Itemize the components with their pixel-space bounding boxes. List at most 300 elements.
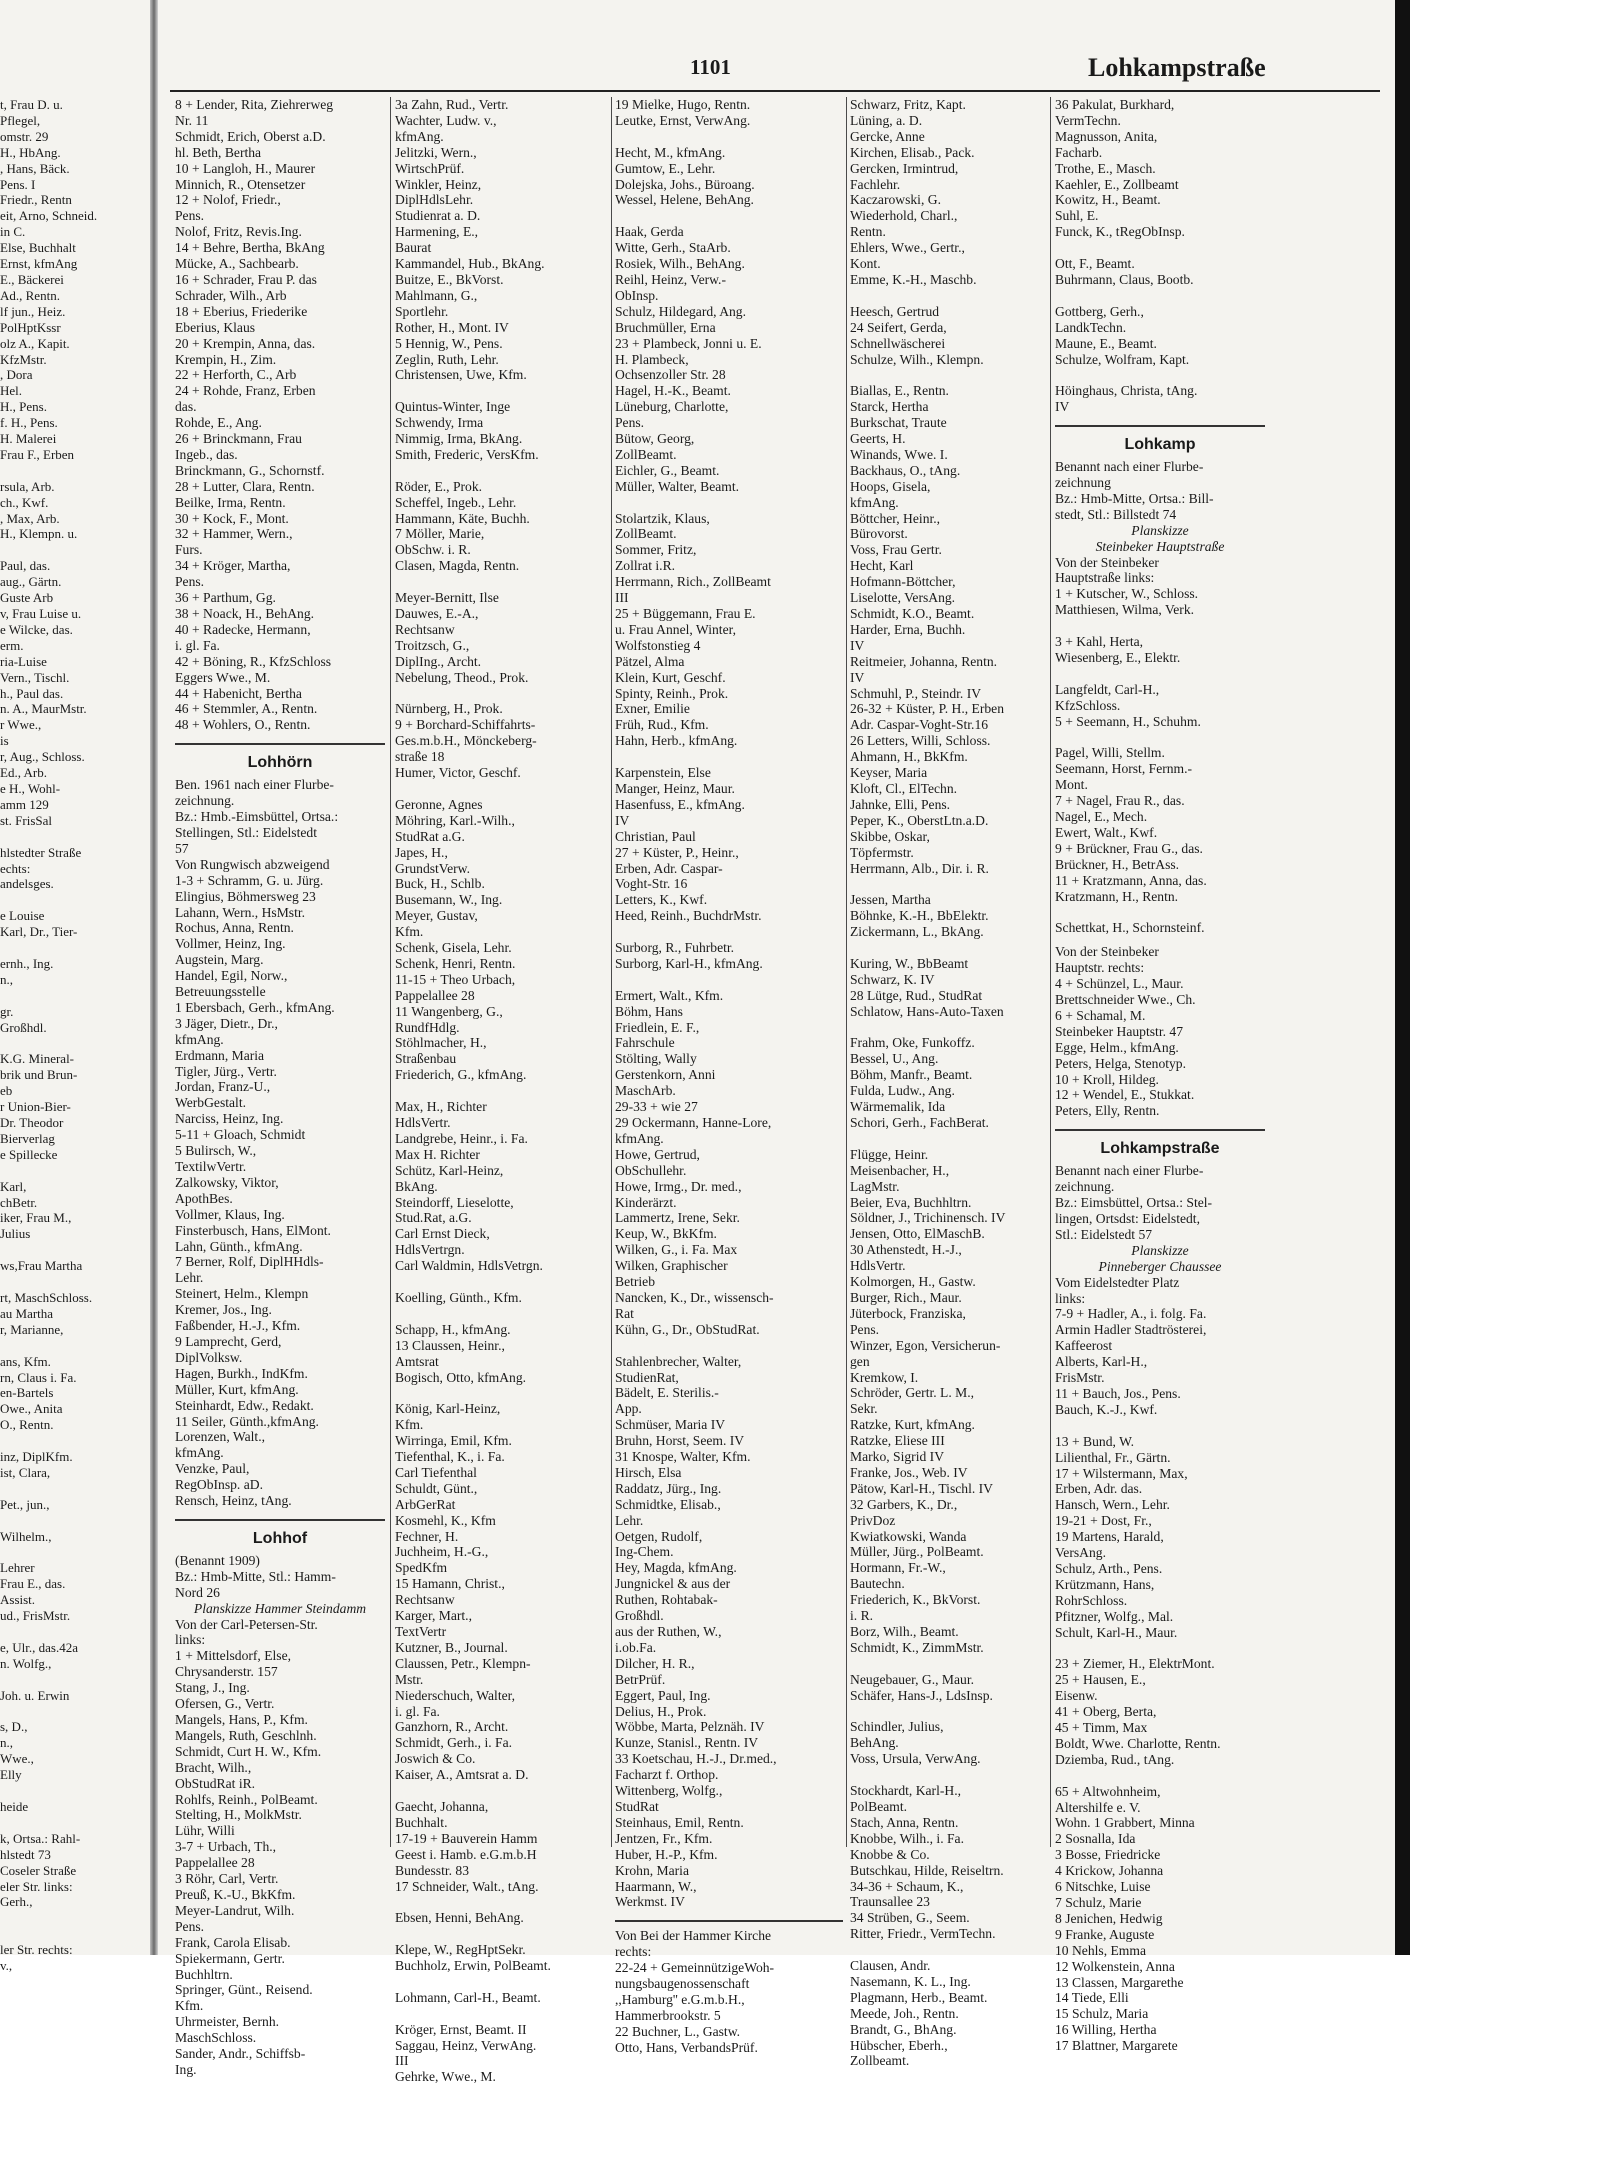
directory-entry-line: 33 Koetschau, H.-J., Dr.med., [615, 1751, 777, 1767]
directory-entry-line: Ebsen, Henni, BehAng. [395, 1910, 524, 1926]
directory-entry-line: 17-19 + Bauverein Hamm [395, 1830, 538, 1846]
section-rule [175, 733, 385, 745]
directory-entry-line: Hübscher, Eberh., [850, 2037, 948, 2053]
directory-entry-line: rn, Claus i. Fa. [0, 1369, 77, 1385]
directory-entry-line: 23 + Plambeck, Jonni u. E. [615, 335, 762, 351]
directory-entry-line: Carl Waldmin, HdlsVetrgn. [395, 1258, 543, 1274]
directory-entry-line: Krohn, Maria [615, 1862, 689, 1878]
directory-entry-line: Eggert, Paul, Ing. [615, 1687, 711, 1703]
directory-entry-line: Otto, Hans, VerbandsPrüf. [615, 2039, 758, 2055]
directory-entry-line: Skibbe, Oskar, [850, 828, 930, 844]
directory-entry-line: Reihl, Heinz, Verw.- [615, 271, 726, 287]
directory-entry-line: Nr. 11 [175, 112, 209, 128]
directory-entry-line: 11 + Bauch, Jos., Pens. [1055, 1385, 1181, 1401]
directory-entry-line: Zickermann, L., BkAng. [850, 924, 984, 940]
directory-entry-line: PolBeamt. [850, 1798, 908, 1814]
directory-entry-line: Chrysanderstr. 157 [175, 1664, 278, 1680]
directory-entry-line: Meyer, Gustav, [395, 908, 478, 924]
directory-entry-line: Nürnberg, H., Prok. [395, 701, 503, 717]
blank-line [0, 1624, 148, 1640]
directory-entry-line: Max H. Richter [395, 1146, 480, 1162]
directory-entry-line: r, Aug., Schloss. [0, 749, 85, 765]
directory-entry-line: Ingeb., das. [175, 446, 238, 462]
directory-entry-line: Amtsrat [395, 1353, 439, 1369]
directory-entry-line: Pet., jun., [0, 1496, 50, 1512]
directory-entry-line: O., Rentn. [0, 1417, 54, 1433]
directory-entry-line: Bz.: Hmb.-Eimsbüttel, Ortsa.: [175, 809, 339, 825]
directory-entry-line: i. gl. Fa. [175, 637, 220, 653]
blank-line [615, 1338, 843, 1354]
directory-entry-line: Schmüser, Maria IV [615, 1417, 726, 1433]
directory-entry-line: Gottberg, Gerh., [1055, 303, 1144, 319]
directory-column-5 [1055, 97, 1265, 2054]
directory-entry-line: Tigler, Jürg., Vertr. [175, 1063, 277, 1079]
directory-entry-line: Dolejska, Johs., Büroang. [615, 176, 755, 192]
directory-entry-line: HdlsVertrgn. [395, 1242, 465, 1258]
directory-entry-line: Schwarz, Fritz, Kapt. [850, 97, 966, 112]
directory-entry-line: Bädelt, E. Sterilis.- [615, 1385, 719, 1401]
blank-line [615, 749, 843, 765]
directory-entry-line: Carl Ernst Dieck, [395, 1226, 490, 1242]
blank-line [615, 924, 843, 940]
directory-entry-line: 1 + Kutscher, W., Schloss. [1055, 586, 1199, 602]
directory-entry-line: Pätzel, Alma [615, 653, 685, 669]
directory-entry-line: Gercke, Anne [850, 128, 925, 144]
directory-entry-line: 11 Wangenberg, G., [395, 1003, 503, 1019]
directory-entry-line: Trothe, E., Masch. [1055, 160, 1156, 176]
directory-entry-line: hlstedt 73 [0, 1846, 51, 1862]
running-head-street: Lohkampstraße [1088, 53, 1266, 82]
directory-entry-line: Kloft, Cl., ElTechn. [850, 780, 958, 796]
directory-entry-line: Stellingen, Stl.: Eidelstedt [175, 824, 317, 840]
directory-entry-line: Knobbe, Wilh., i. Fa. [850, 1830, 964, 1846]
directory-entry-line: Pappelallee 28 [175, 1855, 255, 1871]
directory-entry-line: Meyer-Bernitt, Ilse [395, 590, 499, 606]
blank-line [0, 1433, 148, 1449]
directory-entry-line: 24 + Rohde, Franz, Erben [175, 383, 316, 399]
directory-entry-line: 1 + Mittelsdorf, Else, [175, 1648, 292, 1664]
directory-entry-line: Kühn, G., Dr., ObStudRat. [615, 1321, 760, 1337]
directory-entry-line: Gerh., [0, 1894, 33, 1910]
directory-entry-line: Erben, Adr. das. [1055, 1481, 1143, 1497]
directory-entry-line: Hammann, Käte, Buchh. [395, 510, 530, 526]
map-reference: Planskizze [1131, 1242, 1189, 1258]
blank-line [395, 383, 610, 399]
column-divider [390, 97, 391, 1847]
directory-entry-line: RegObInsp. aD. [175, 1477, 263, 1493]
directory-entry-line: Lehr. [175, 1270, 204, 1286]
directory-entry-line: Flügge, Heinr. [850, 1146, 929, 1162]
directory-entry-line: Klein, Kurt, Geschf. [615, 669, 726, 685]
directory-entry-line: H., Pens. [0, 399, 47, 415]
directory-entry-line: (Benannt 1909) [175, 1552, 260, 1568]
directory-entry-line: Frau F., Erben [0, 446, 75, 462]
directory-entry-line: Frahm, Oke, Funkoffz. [850, 1035, 975, 1051]
directory-entry-line: 30 Athenstedt, H.-J., [850, 1242, 962, 1258]
directory-entry-line: Hormann, Fr.-W., [850, 1560, 946, 1576]
directory-entry-line: Jensen, Otto, ElMaschB. [850, 1226, 985, 1242]
directory-entry-line: echts: [0, 860, 31, 876]
directory-entry-line: DiplIng., Archt. [395, 653, 482, 669]
blank-line [395, 686, 610, 702]
directory-entry-line: Clausen, Andr. [850, 1958, 931, 1974]
directory-entry-line: 3-7 + Urbach, Th., [175, 1839, 277, 1855]
directory-entry-line: is [0, 733, 9, 749]
directory-entry-line: Karl, [0, 1178, 27, 1194]
directory-entry-line: Buitze, E., BkVorst. [395, 271, 504, 287]
directory-entry-line: Beier, Eva, Buchhltrn. [850, 1194, 972, 1210]
directory-entry-line: Kammandel, Hub., BkAng. [395, 256, 545, 272]
directory-entry-line: Pfitzner, Wolfg., Mal. [1055, 1608, 1174, 1624]
directory-entry-line: Kfm. [395, 1417, 424, 1433]
directory-entry-line: Facharzt f. Orthop. [615, 1767, 719, 1783]
blank-line [0, 829, 148, 845]
directory-entry-line: Sommer, Fritz, [615, 542, 697, 558]
blank-line [850, 1131, 1065, 1147]
directory-entry-line: Bierverlag [0, 1130, 55, 1146]
street-heading: Lohhof [252, 1529, 308, 1547]
directory-entry-line: Liselotte, VersAng. [850, 590, 956, 606]
directory-entry-line: Rohde, E., Ang. [175, 415, 262, 431]
directory-entry-line: stedt, Stl.: Billstedt 74 [1055, 506, 1177, 522]
directory-entry-line: Mangels, Ruth, Geschlnh. [175, 1727, 317, 1743]
directory-entry-line: Schrader, Wilh., Arb [175, 287, 287, 303]
directory-entry-line: 29 Ockermann, Hanne-Lore, [615, 1115, 772, 1130]
directory-entry-line: TextVertr [395, 1624, 447, 1639]
directory-entry-line: Knobbe & Co. [850, 1846, 930, 1862]
directory-entry-line: 3 Jäger, Dietr., Dr., [175, 1015, 278, 1031]
directory-entry-line: Schnellwäscherei [850, 335, 946, 351]
directory-entry-line: Lehr. [615, 1512, 644, 1528]
directory-entry-line: HdlsVertr. [395, 1115, 451, 1130]
directory-entry-line: Benannt nach einer Flurbe- [1055, 459, 1204, 475]
blank-line [850, 367, 1065, 383]
directory-entry-line: K.G. Mineral- [0, 1051, 75, 1067]
directory-entry-line: Peters, Helga, Stenotyp. [1055, 1055, 1187, 1071]
directory-entry-line: Ochsenzoller Str. 28 [615, 367, 726, 383]
scan-border [1395, 0, 1410, 1955]
directory-entry-line: MaschSchloss. [175, 2030, 257, 2046]
directory-entry-line: Bogisch, Otto, kfmAng. [395, 1369, 527, 1385]
directory-entry-line: Buchhltrn. [175, 1966, 233, 1982]
directory-entry-line: Rechtsanw [395, 621, 455, 637]
directory-entry-line: kfmAng. [850, 494, 899, 510]
directory-entry-line: Dilcher, H. R., [615, 1655, 695, 1671]
directory-entry-line: ObStudRat iR. [175, 1775, 256, 1791]
directory-entry-line: 4 Krickow, Johanna [1055, 1863, 1164, 1879]
directory-entry-line: 15 Hamann, Christ., [395, 1576, 505, 1592]
directory-entry-line: 26 + Brinckmann, Frau [175, 431, 302, 447]
directory-entry-line: Troitzsch, G., [395, 637, 470, 653]
directory-entry-line: Schulz, Arth., Pens. [1055, 1560, 1163, 1576]
blank-line [0, 988, 148, 1004]
directory-entry-line: Müller, Kurt, kfmAng. [175, 1381, 299, 1397]
directory-entry-line: amm 129 [0, 796, 49, 812]
directory-entry-line: Witte, Gerh., StaArb. [615, 240, 731, 256]
directory-entry-line: Burger, Rich., Maur. [850, 1289, 962, 1305]
directory-entry-line: Pens. I [0, 176, 36, 192]
directory-entry-line: Uhrmeister, Bernh. [175, 2014, 280, 2030]
directory-entry-line: Frau E., das. [0, 1576, 66, 1592]
directory-entry-line: Betrieb [615, 1274, 656, 1290]
directory-entry-line: inz, DiplKfm. [0, 1449, 73, 1465]
directory-entry-line: Wärmemalik, Ida [850, 1099, 946, 1115]
directory-entry-line: 9 + Borchard-Schiffahrts- [395, 717, 536, 733]
directory-entry-line: e Wilcke, das. [0, 621, 73, 637]
directory-entry-line: 7-9 + Hadler, A., i. folg. Fa. [1055, 1306, 1207, 1322]
directory-entry-line: 46 + Stemmler, A., Rentn. [175, 701, 318, 717]
directory-entry-line: VersAng. [1055, 1545, 1106, 1561]
directory-entry-line: Busemann, W., Ing. [395, 892, 503, 908]
directory-entry-line: i.ob.Fa. [615, 1639, 657, 1655]
directory-entry-line: in C. [0, 224, 26, 240]
directory-entry-line: Pens. [850, 1321, 880, 1337]
directory-entry-line: Straßenbau [395, 1051, 457, 1067]
blank-line [1055, 1418, 1265, 1434]
directory-entry-line: Buck, H., Schlb. [395, 876, 485, 892]
directory-entry-line: 34 + Kröger, Martha, [175, 558, 291, 574]
directory-entry-line: 57 [175, 840, 189, 856]
directory-entry-line: zeichnung. [1055, 1179, 1115, 1195]
directory-entry-line: Ing-Chem. [615, 1544, 674, 1560]
directory-entry-line: 9 Lamprecht, Gerd, [175, 1333, 282, 1349]
directory-entry-line: Ad., Rentn. [0, 287, 60, 303]
directory-entry-line: Buhrmann, Claus, Bootb. [1055, 271, 1194, 287]
directory-entry-line: Marko, Sigrid IV [850, 1449, 945, 1465]
directory-entry-line: HdlsVertr. [850, 1258, 906, 1274]
directory-entry-line: Benannt nach einer Flurbe- [1055, 1163, 1204, 1179]
directory-entry-line: ArbGerRat [395, 1496, 456, 1512]
directory-entry-line: n., [0, 1735, 13, 1751]
directory-entry-line: Lühr, Willi [175, 1823, 235, 1839]
directory-entry-line: 65 + Altwohnheim, [1055, 1783, 1161, 1799]
directory-entry-line: Gaecht, Johanna, [395, 1798, 489, 1814]
directory-entry-line: Nagel, E., Mech. [1055, 809, 1148, 825]
directory-entry-line: ObSchullehr. [615, 1162, 687, 1178]
directory-entry-line: Bütow, Georg, [615, 431, 695, 447]
directory-entry-line: Lilienthal, Fr., Gärtn. [1055, 1449, 1171, 1465]
directory-entry-line: st. FrisSal [0, 812, 53, 828]
directory-entry-line: Ewert, Walt., Kwf. [1055, 824, 1158, 840]
directory-entry-line: lingen, Ortsdst: Eidelstedt, [1055, 1211, 1200, 1226]
directory-entry-line: brik und Brun- [0, 1067, 78, 1083]
directory-entry-line: Koelling, Günth., Kfm. [395, 1289, 522, 1305]
directory-entry-line: Hofmann-Böttcher, [850, 574, 956, 590]
directory-entry-line: Alberts, Karl-H., [1055, 1354, 1148, 1370]
directory-entry-line: Delius, H., Prok. [615, 1703, 707, 1719]
directory-entry-line: 12 + Wendel, E., Stukkat. [1055, 1087, 1195, 1103]
directory-entry-line: RohrSchloss. [1055, 1592, 1128, 1608]
directory-entry-line: 38 + Noack, H., BehAng. [175, 606, 315, 621]
directory-entry-line: Humer, Victor, Geschf. [395, 765, 521, 781]
directory-entry-line: Gercken, Irmintrud, [850, 160, 959, 176]
blank-line [615, 129, 843, 145]
header-rule [170, 90, 1380, 92]
directory-entry-line: 22-24 + GemeinnützigeWoh- [615, 1960, 775, 1976]
directory-entry-line: gen [850, 1353, 870, 1369]
directory-entry-line: ObInsp. [615, 287, 659, 303]
map-reference: Pinneberger Chaussee [1098, 1258, 1222, 1274]
directory-entry-line: 8 Jenichen, Hedwig [1055, 1910, 1163, 1926]
directory-entry-line: 14 + Behre, Bertha, BkAng [175, 240, 325, 256]
section-rule [615, 1910, 843, 1922]
directory-entry-line: KfzMstr. [0, 351, 47, 367]
directory-entry-line: Finsterbusch, Hans, ElMont. [175, 1222, 331, 1238]
directory-entry-line: Bracht, Wilh., [175, 1759, 252, 1775]
directory-entry-line: ZollBeamt. [615, 446, 677, 462]
blank-line [395, 1894, 610, 1910]
directory-entry-line: Schettkat, H., Schornsteinf. [1055, 920, 1205, 936]
directory-entry-line: Backhaus, O., tAng. [850, 462, 961, 478]
blank-line [1055, 1640, 1265, 1656]
directory-entry-line: hl. Beth, Bertha [175, 144, 262, 160]
directory-entry-line: 4 + Schünzel, L., Maur. [1055, 976, 1184, 992]
blank-line [850, 288, 1065, 304]
directory-entry-line: IV [615, 812, 630, 828]
directory-entry-line: Schulze, Wilh., Klempn. [850, 351, 984, 367]
directory-entry-line: Tiefenthal, K., i. Fa. [395, 1449, 505, 1465]
directory-entry-line: Ofersen, G., Vertr. [175, 1696, 275, 1712]
directory-entry-line: Schmidt, Gerh., i. Fa. [395, 1735, 513, 1751]
directory-entry-line: Hecht, M., kfmAng. [615, 144, 726, 160]
directory-entry-line: gr. [0, 1003, 14, 1019]
directory-entry-line: Owe., Anita [0, 1401, 63, 1417]
directory-entry-line: Heed, Reinh., BuchdrMstr. [615, 908, 762, 924]
directory-entry-line: Facharb. [1055, 144, 1103, 160]
directory-entry-line: 11 + Kratzmann, Anna, das. [1055, 872, 1207, 888]
directory-entry-line: 36 + Parthum, Gg. [175, 590, 276, 606]
street-heading: Lohkamp [1124, 436, 1196, 454]
directory-entry-line: Spiekermann, Gertr. [175, 1950, 285, 1966]
directory-entry-line: Mstr. [395, 1671, 424, 1687]
directory-entry-line: Pens. [175, 208, 205, 224]
directory-entry-line: 7 Möller, Marie, [395, 526, 485, 542]
directory-entry-line: 45 + Timm, Max [1055, 1720, 1148, 1735]
directory-entry-line: Egge, Helm., kfmAng. [1055, 1039, 1179, 1055]
directory-entry-line: Jordan, Franz-U., [175, 1079, 271, 1095]
blank-line [615, 972, 843, 988]
directory-entry-line: Röder, E., Prok. [395, 478, 483, 494]
directory-entry-line: Kuring, W., BbBeamt [850, 955, 969, 971]
directory-entry-line: Ratzke, Eliese III [850, 1433, 945, 1449]
directory-entry-line: Von der Carl-Petersen-Str. [175, 1616, 318, 1632]
directory-entry-line: Springer, Günt., Reisend. [175, 1982, 313, 1998]
directory-entry-line: Pens. [615, 415, 645, 431]
directory-entry-line: E., Bäckerei [0, 271, 64, 287]
section-rule [1055, 415, 1265, 427]
directory-entry-line: Zalkowsky, Viktor, [175, 1174, 279, 1190]
directory-entry-line: IV [850, 669, 865, 685]
directory-entry-line: Hansch, Wern., Lehr. [1055, 1497, 1170, 1513]
directory-entry-line: Bauch, K.-J., Kwf. [1055, 1401, 1158, 1417]
blank-line [0, 892, 148, 908]
directory-entry-line: Juchheim, H.-G., [395, 1544, 489, 1560]
directory-entry-line: H. Plambeck, [615, 351, 689, 367]
directory-entry-line: Haak, Gerda [615, 224, 684, 240]
directory-entry-line: Jahnke, Elli, Pens. [850, 796, 951, 812]
directory-entry-line: Geest i. Hamb. e.G.m.b.H [395, 1846, 537, 1862]
directory-entry-line: PrivDoz [850, 1512, 896, 1528]
directory-entry-line: Frank, Carola Elisab. [175, 1934, 291, 1950]
directory-entry-line: SpedKfm [395, 1560, 448, 1576]
directory-entry-line: 24 Seifert, Gerda, [850, 319, 947, 335]
directory-entry-line: Hasenfuss, E., kfmAng. [615, 796, 745, 812]
directory-entry-line: hlstedter Straße [0, 844, 82, 860]
directory-entry-line: 7 Berner, Rolf, DiplHHdls- [175, 1254, 324, 1270]
directory-entry-line: zeichnung. [175, 793, 235, 809]
directory-entry-line: Emme, K.-H., Maschb. [850, 271, 977, 287]
directory-entry-line: Brandt, G., BhAng. [850, 2021, 957, 2037]
directory-entry-line: 26-32 + Küster, P. H., Erben [850, 701, 1004, 717]
directory-entry-line: Von der Steinbeker [1055, 944, 1159, 960]
directory-entry-line: 19 Martens, Harald, [1055, 1529, 1164, 1545]
directory-entry-line: Meede, Joh., Rentn. [850, 2005, 959, 2021]
directory-entry-line: Großhdl. [0, 1019, 47, 1035]
directory-entry-line: Meisenbacher, H., [850, 1162, 950, 1178]
directory-entry-line: Harder, Erna, Buchh. [850, 621, 966, 637]
directory-entry-line: Lehrer [0, 1560, 35, 1576]
directory-entry-line: 10 + Kroll, Hildeg. [1055, 1071, 1159, 1087]
directory-entry-line: Exner, Emilie [615, 701, 690, 717]
directory-entry-line: Jelitzki, Wern., [395, 144, 477, 160]
directory-entry-line: StudRat a.G. [395, 828, 465, 844]
directory-entry-line: Krempin, H., Zim. [175, 351, 277, 367]
directory-entry-line: Franke, Jos., Web. IV [850, 1464, 968, 1480]
directory-entry-line: Nancken, K., Dr., wissensch- [615, 1289, 774, 1305]
directory-entry-line: Böttcher, Heinr., [850, 510, 941, 526]
directory-entry-line: Wolfstonstieg 4 [615, 637, 701, 653]
directory-entry-line: Ritter, Friedr., VermTechn. [850, 1926, 996, 1942]
directory-entry-line: 16 Willing, Hertha [1055, 2022, 1157, 2038]
directory-entry-line: Adr. Caspar-Voght-Str.16 [850, 717, 989, 733]
directory-entry-line: Schwarz, K. IV [850, 971, 935, 987]
directory-entry-line: Schmidt, K., ZimmMstr. [850, 1639, 984, 1655]
column-divider [611, 97, 612, 1847]
directory-entry-line: Friedr., Rentn [0, 192, 72, 208]
directory-entry-line: Vollmer, Klaus, Ing. [175, 1206, 285, 1222]
directory-entry-line: ,,Hamburg'' e.G.m.b.H., [615, 1991, 745, 2007]
blank-line [395, 1783, 610, 1799]
directory-entry-line: LandkTechn. [1055, 319, 1127, 335]
blank-line [0, 542, 148, 558]
blank-line [1055, 905, 1265, 921]
directory-entry-line: 19 Mielke, Hugo, Rentn. [615, 97, 751, 112]
directory-entry-line: 20 + Krempin, Anna, das. [175, 335, 316, 351]
directory-entry-line: Schmidt, Curt H. W., Kfm. [175, 1743, 322, 1759]
directory-entry-line: KfzSchloss. [1055, 697, 1121, 713]
directory-entry-line: Mont. [1055, 777, 1088, 793]
directory-entry-line: Ges.m.b.H., Mönckeberg- [395, 733, 537, 749]
directory-entry-line: Fahrschule [615, 1035, 675, 1051]
directory-entry-line: Lahann, Wern., HsMstr. [175, 904, 306, 920]
directory-entry-line: Langfeldt, Carl-H., [1055, 681, 1160, 697]
blank-line [395, 1385, 610, 1401]
directory-entry-line: Stockhardt, Karl-H., [850, 1783, 961, 1799]
directory-entry-line: Nolof, Fritz, Revis.Ing. [175, 224, 302, 240]
directory-entry-line: 10 Nehls, Emma [1055, 1942, 1146, 1958]
directory-entry-line: 3a Zahn, Rud., Vertr. [395, 97, 509, 112]
column-divider [846, 97, 847, 1847]
blank-line [850, 1704, 1065, 1720]
directory-entry-line: Heesch, Gertrud [850, 303, 940, 319]
directory-entry-line: Suhl, E. [1055, 208, 1099, 224]
directory-entry-line: Buchhalt. [395, 1814, 448, 1830]
directory-entry-line: Baurat [395, 240, 432, 256]
directory-entry-line: Schlatow, Hans-Auto-Taxen [850, 1003, 1004, 1019]
blank-line [0, 1274, 148, 1290]
directory-entry-line: Stl.: Eidelstedt 57 [1055, 1226, 1153, 1242]
directory-entry-line: Kinderärzt. [615, 1194, 677, 1210]
